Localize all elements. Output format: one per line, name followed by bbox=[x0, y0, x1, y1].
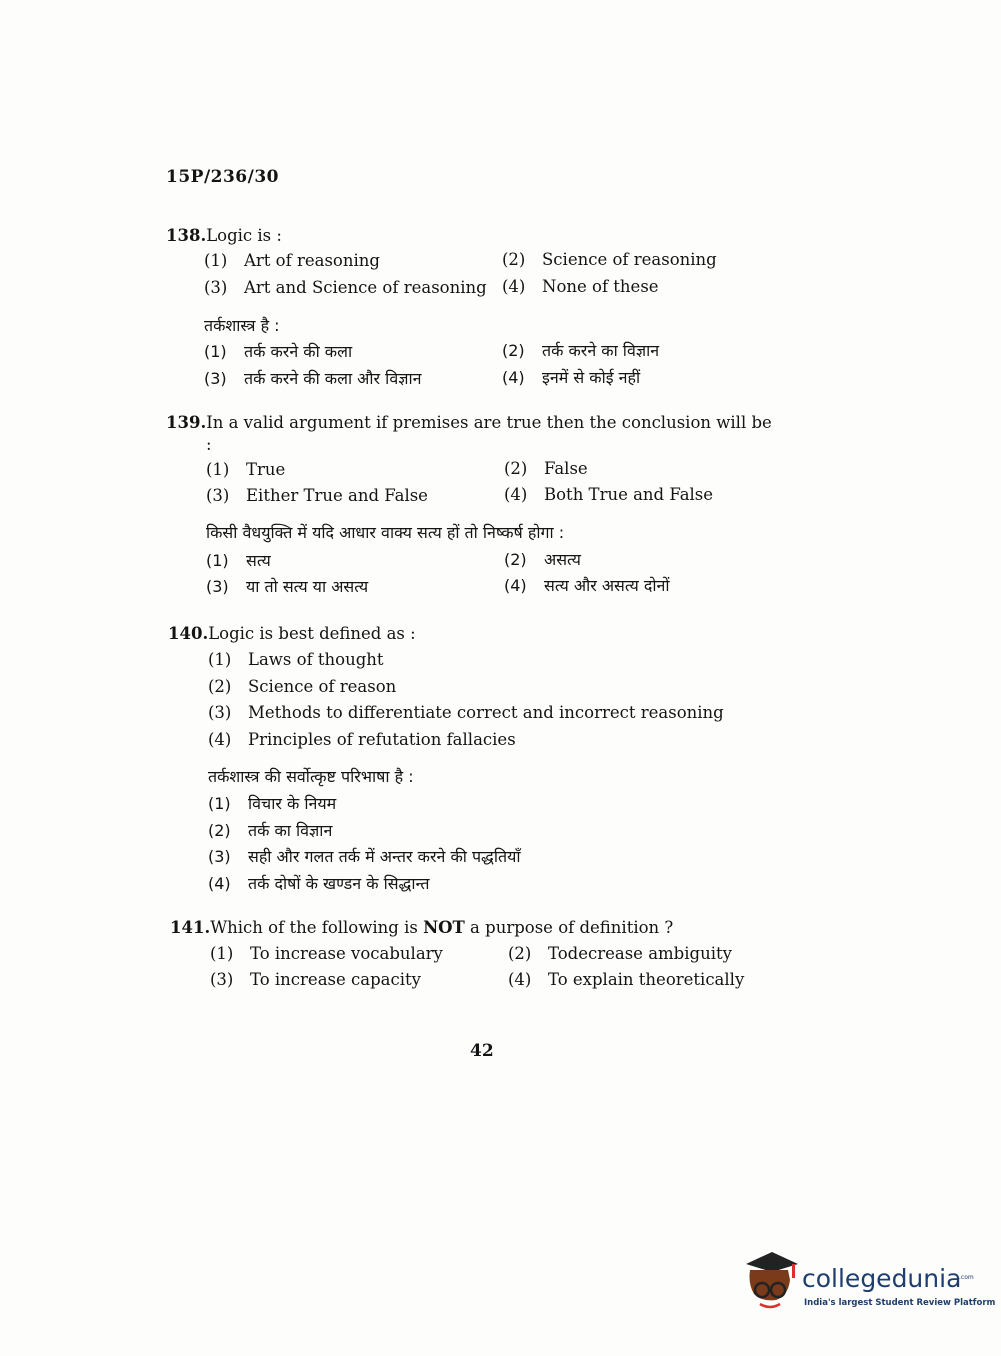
option-3: (3) Either True and False bbox=[206, 486, 428, 505]
graduate-mascot-icon bbox=[742, 1250, 802, 1312]
question-text: Logic is best defined as : bbox=[208, 624, 416, 643]
question-text-hindi: तर्कशास्त्र की सर्वोत्कृष्ट परिभाषा है : bbox=[208, 767, 414, 786]
page-number: 42 bbox=[470, 1041, 494, 1061]
option-1: (1) Art of reasoning bbox=[204, 251, 380, 270]
question-140 bbox=[168, 624, 724, 893]
paper-code: 15P/236/30 bbox=[166, 167, 280, 187]
option-1-hindi: (1) तर्क करने की कला bbox=[204, 342, 353, 361]
option-4: (4) None of these bbox=[502, 277, 659, 296]
option-2-hindi: (2) तर्क का विज्ञान bbox=[208, 821, 333, 840]
question-stem bbox=[166, 413, 772, 432]
question-text: Logic is : bbox=[206, 226, 282, 245]
option-2: (2) Todecrease ambiguity bbox=[508, 944, 732, 963]
option-1: (1) To increase vocabulary bbox=[210, 944, 443, 963]
question-text: In a valid argument if premises are true then the conclusion will be bbox=[206, 413, 772, 432]
question-141 bbox=[170, 918, 745, 989]
option-2: (2) Science of reasoning bbox=[502, 250, 717, 269]
option-2-hindi: (2) असत्य bbox=[504, 550, 581, 569]
question-stem bbox=[166, 226, 282, 245]
option-3-hindi: (3) तर्क करने की कला और विज्ञान bbox=[204, 369, 422, 388]
brand-suffix: .com bbox=[959, 1274, 974, 1281]
option-1: (1) Laws of thought bbox=[208, 650, 384, 669]
option-4-hindi: (4) सत्य और असत्य दोनों bbox=[504, 576, 670, 595]
option-2: (2) Science of reason bbox=[208, 677, 397, 696]
brand-name: collegedunia bbox=[802, 1264, 962, 1293]
option-4: (4) To explain theoretically bbox=[508, 970, 745, 989]
option-4-hindi: (4) इनमें से कोई नहीं bbox=[502, 368, 641, 387]
question-number: 140. bbox=[168, 624, 209, 643]
question-number: 138. bbox=[166, 226, 207, 245]
option-2: (2) False bbox=[504, 459, 588, 478]
question-139 bbox=[166, 413, 772, 596]
question-number: 139. bbox=[166, 413, 207, 432]
option-3: (3) To increase capacity bbox=[210, 970, 421, 989]
option-3-hindi: (3) सही और गलत तर्क में अन्तर करने की पद्धतियाँ bbox=[208, 847, 521, 866]
question-stem bbox=[170, 918, 673, 937]
option-4: (4) Principles of refutation fallacies bbox=[208, 730, 516, 749]
question-text: Which of the following is bbox=[210, 918, 424, 937]
question-text-emphasis: NOT bbox=[423, 918, 465, 937]
brand-tagline: India's largest Student Review Platform bbox=[804, 1298, 996, 1308]
question-text-hindi: किसी वैधयुक्ति में यदि आधार वाक्य सत्य हों तो निष्कर्ष होगा : bbox=[206, 523, 565, 542]
option-4: (4) Both True and False bbox=[504, 485, 714, 504]
option-3-hindi: (3) या तो सत्य या असत्य bbox=[206, 577, 369, 596]
question-stem bbox=[168, 624, 416, 643]
option-3: (3) Methods to differentiate correct and incorrect reasoning bbox=[208, 703, 724, 722]
question-138 bbox=[166, 226, 717, 388]
question-number: 141. bbox=[170, 918, 211, 937]
option-4-hindi: (4) तर्क दोषों के खण्डन के सिद्धान्त bbox=[208, 874, 430, 893]
question-text-hindi: तर्कशास्त्र है : bbox=[204, 316, 280, 335]
option-1: (1) True bbox=[206, 460, 286, 479]
question-text-end: a purpose of definition ? bbox=[464, 918, 674, 937]
collegedunia-logo bbox=[742, 1250, 996, 1320]
option-1-hindi: (1) विचार के नियम bbox=[208, 794, 337, 813]
option-2-hindi: (2) तर्क करने का विज्ञान bbox=[502, 341, 660, 360]
option-1-hindi: (1) सत्य bbox=[206, 551, 271, 570]
option-3: (3) Art and Science of reasoning bbox=[204, 278, 487, 297]
question-text-continued: : bbox=[206, 435, 212, 454]
